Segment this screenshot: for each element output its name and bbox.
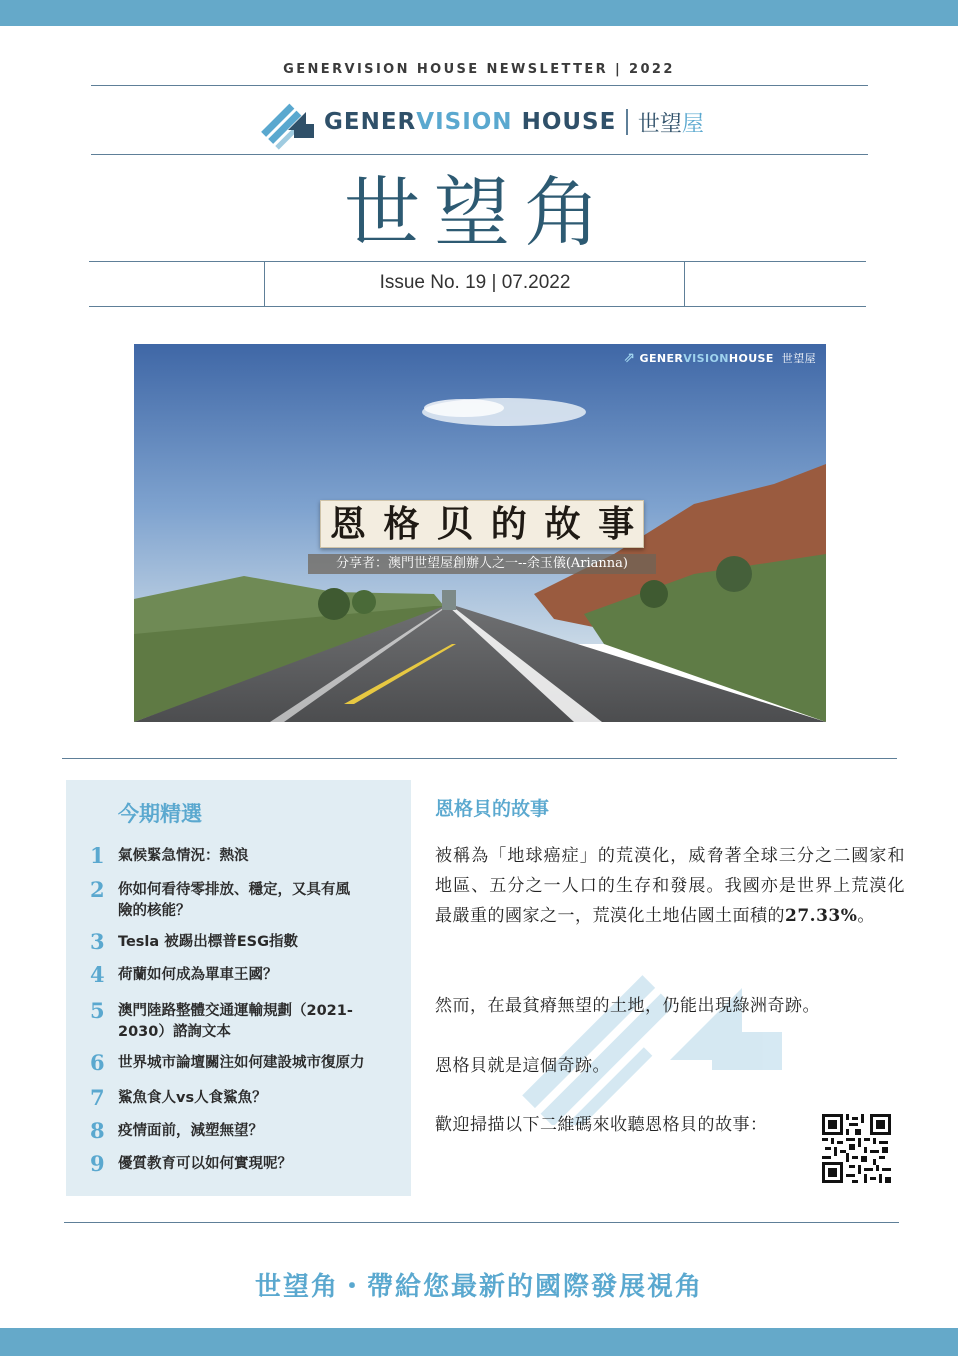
divider	[89, 306, 866, 307]
divider	[264, 262, 265, 307]
brand-name: GENERVISION HOUSE	[324, 109, 617, 135]
divider	[64, 1222, 899, 1223]
highlights-panel	[66, 780, 411, 1196]
brand-arrow-icon	[258, 94, 318, 150]
brand-separator	[626, 109, 628, 135]
toc-item[interactable]: 5 澳門陸路整體交通運輸規劃（2021-2030）諮詢文本	[90, 998, 353, 1040]
toc-item[interactable]: 3 Tesla 被踢出標普ESG指數	[90, 929, 298, 954]
article-paragraph: 被稱為「地球癌症」的荒漠化，威脅著全球三分之二國家和地區、五分之一人口的生存和發展。我國亦是世界上荒漠化最嚴重的國家之一，荒漠化土地佔國土面積的27.33%。	[435, 846, 905, 926]
highlights-title: 今期精選	[118, 802, 202, 826]
toc-item[interactable]: 6 世界城市論壇關注如何建設城市復原力	[90, 1050, 365, 1075]
brand-logo	[258, 94, 704, 150]
brand-arrow-icon: ⇗	[623, 350, 636, 366]
top-color-bar	[0, 0, 958, 26]
brand-chinese-name: 世望屋	[637, 111, 704, 137]
newsletter-kicker: GENERVISION HOUSE NEWSLETTER | 2022	[283, 62, 675, 77]
toc-item[interactable]: 8 疫情面前，減塑無望？	[90, 1118, 263, 1143]
divider	[91, 154, 868, 155]
toc-item[interactable]: 9 優質教育可以如何實現呢？	[90, 1151, 292, 1176]
toc-item[interactable]: 4 荷蘭如何成為單車王國？	[90, 962, 278, 987]
article-paragraph: 恩格貝就是這個奇跡。	[435, 1056, 610, 1076]
hero-title-banner: 恩 格 贝 的 故 事	[320, 500, 644, 548]
article-paragraph: 歡迎掃描以下二維碼來收聽恩格貝的故事：	[435, 1115, 768, 1135]
divider	[62, 758, 897, 759]
hero-image	[134, 344, 826, 722]
footer-tagline: 世望角・帶給您最新的國際發展視角	[254, 1272, 703, 1302]
bottom-color-bar	[0, 1328, 958, 1356]
divider	[684, 262, 685, 307]
toc-item[interactable]: 7 鯊魚食人vs人食鯊魚？	[90, 1085, 267, 1110]
toc-item[interactable]: 2 你如何看待零排放、穩定，又具有風險的核能？	[90, 877, 350, 919]
article-title: 恩格貝的故事	[435, 798, 550, 820]
hero-subtitle: 分享者：澳門世望屋創辦人之一--余玉儀(Arianna)	[308, 554, 656, 574]
divider	[91, 85, 868, 86]
masthead-title: 世望角	[344, 168, 614, 257]
hero-watermark-logo: ⇗ GENER VISION HOUSE 世望屋	[623, 350, 816, 366]
article-paragraph: 然而，在最貧瘠無望的土地，仍能出現綠洲奇跡。	[435, 996, 820, 1016]
divider	[89, 261, 866, 262]
qr-code[interactable]	[822, 1114, 891, 1183]
toc-item[interactable]: 1 氣候緊急情況：熱浪	[90, 843, 249, 868]
brand-arrow-watermark-icon	[520, 950, 785, 1125]
issue-number: Issue No. 19 | 07.2022	[379, 272, 571, 293]
